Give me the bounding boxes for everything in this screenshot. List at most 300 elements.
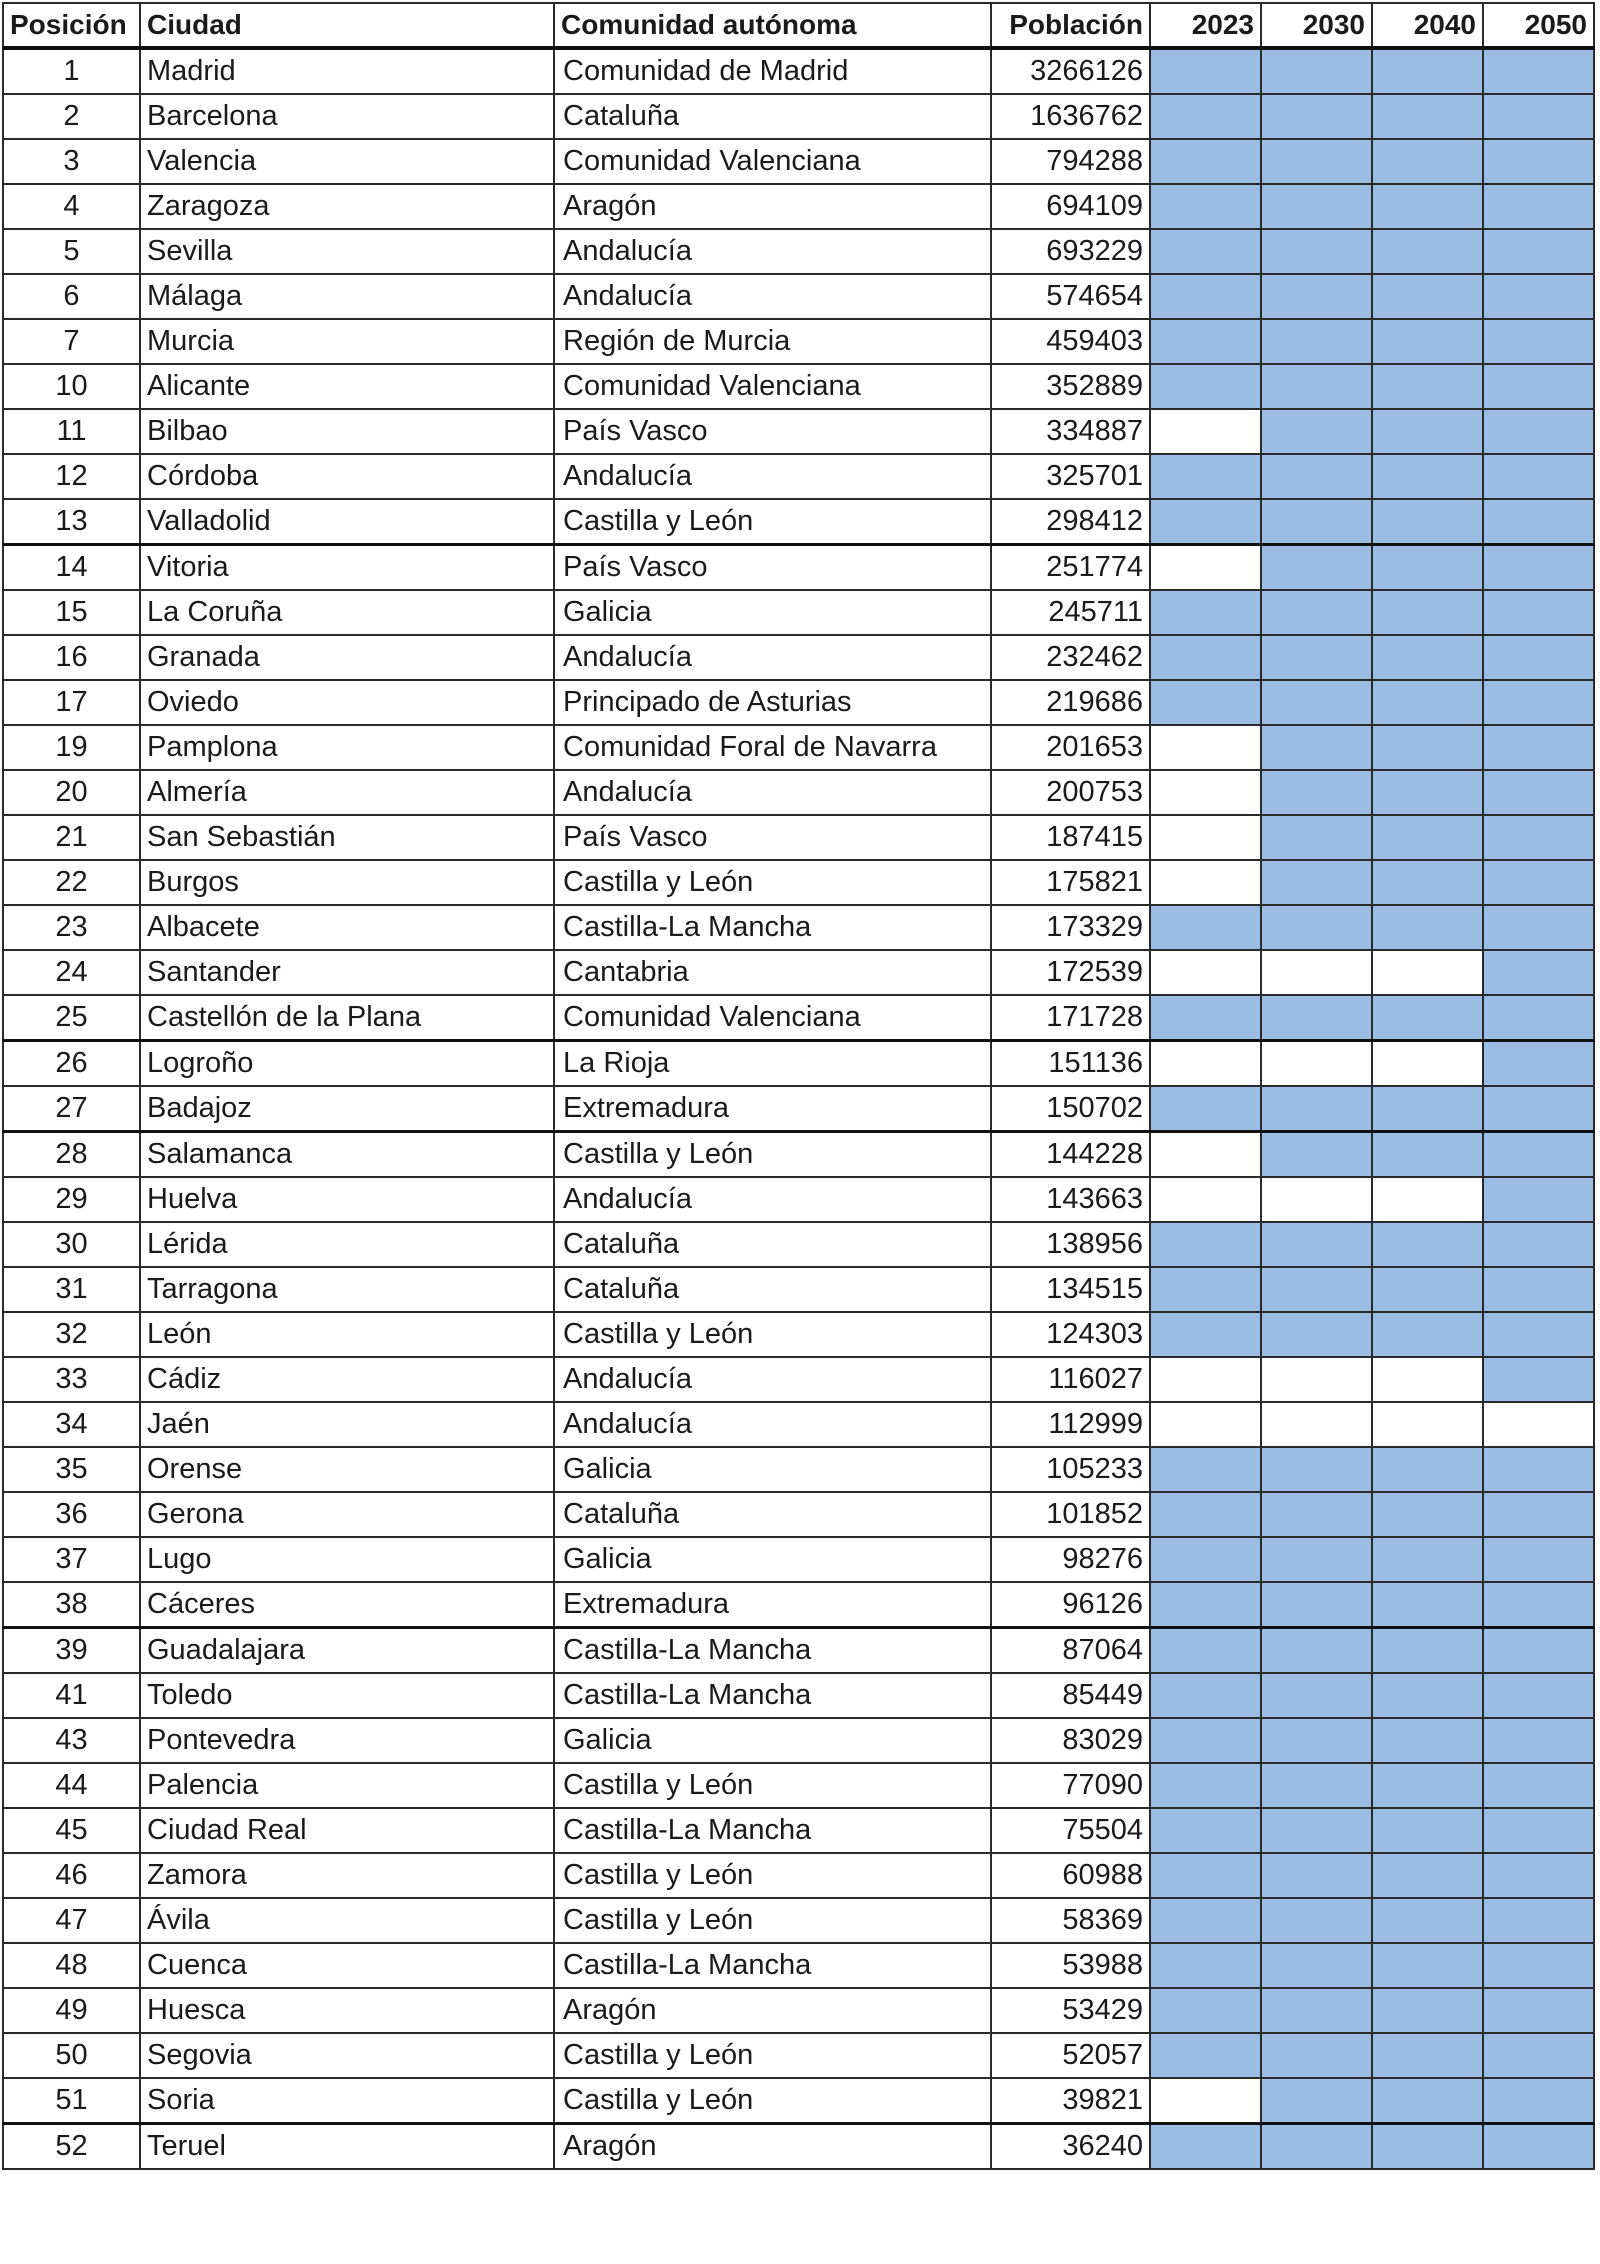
population-cell[interactable]: 325701 [991,454,1150,499]
population-cell[interactable]: 1636762 [991,94,1150,139]
region-cell[interactable]: Región de Murcia [554,319,991,364]
year-2050-cell[interactable] [1483,1988,1594,2033]
year-2030-cell[interactable] [1261,1492,1372,1537]
year-2050-cell[interactable] [1483,1808,1594,1853]
position-cell[interactable]: 34 [3,1402,140,1447]
region-cell[interactable]: Castilla y León [554,1898,991,1943]
year-2023-cell[interactable] [1150,1086,1261,1132]
position-cell[interactable]: 44 [3,1763,140,1808]
year-2050-cell[interactable] [1483,2078,1594,2124]
year-2040-cell[interactable] [1372,1988,1483,2033]
year-2030-cell[interactable] [1261,1447,1372,1492]
year-2040-cell[interactable] [1372,995,1483,1041]
position-cell[interactable]: 15 [3,590,140,635]
year-2023-cell[interactable] [1150,1537,1261,1582]
year-2040-cell[interactable] [1372,1943,1483,1988]
year-2030-cell[interactable] [1261,995,1372,1041]
region-cell[interactable]: Castilla-La Mancha [554,1943,991,1988]
region-cell[interactable]: Cataluña [554,1492,991,1537]
year-2030-cell[interactable] [1261,815,1372,860]
population-cell[interactable]: 200753 [991,770,1150,815]
position-cell[interactable]: 27 [3,1086,140,1132]
year-2023-cell[interactable] [1150,1988,1261,2033]
position-cell[interactable]: 6 [3,274,140,319]
population-cell[interactable]: 251774 [991,545,1150,591]
year-2023-cell[interactable] [1150,454,1261,499]
position-cell[interactable]: 48 [3,1943,140,1988]
year-2023-cell[interactable] [1150,1582,1261,1628]
year-2030-cell[interactable] [1261,409,1372,454]
year-2023-cell[interactable] [1150,680,1261,725]
population-cell[interactable]: 352889 [991,364,1150,409]
header-2040[interactable]: 2040 [1372,3,1483,48]
year-2040-cell[interactable] [1372,1402,1483,1447]
position-cell[interactable]: 13 [3,499,140,545]
position-cell[interactable]: 25 [3,995,140,1041]
year-2050-cell[interactable] [1483,48,1594,94]
year-2030-cell[interactable] [1261,499,1372,545]
year-2040-cell[interactable] [1372,1582,1483,1628]
year-2040-cell[interactable] [1372,1177,1483,1222]
year-2030-cell[interactable] [1261,364,1372,409]
year-2023-cell[interactable] [1150,860,1261,905]
population-cell[interactable]: 201653 [991,725,1150,770]
position-cell[interactable]: 45 [3,1808,140,1853]
region-cell[interactable]: Comunidad Valenciana [554,995,991,1041]
region-cell[interactable]: Castilla y León [554,1853,991,1898]
region-cell[interactable]: Galicia [554,1447,991,1492]
city-cell[interactable]: Cuenca [140,1943,554,1988]
year-2030-cell[interactable] [1261,1673,1372,1718]
year-2030-cell[interactable] [1261,139,1372,184]
year-2030-cell[interactable] [1261,184,1372,229]
year-2050-cell[interactable] [1483,1582,1594,1628]
city-cell[interactable]: Cáceres [140,1582,554,1628]
year-2023-cell[interactable] [1150,1041,1261,1087]
year-2050-cell[interactable] [1483,1222,1594,1267]
year-2040-cell[interactable] [1372,1357,1483,1402]
population-cell[interactable]: 101852 [991,1492,1150,1537]
population-cell[interactable]: 60988 [991,1853,1150,1898]
year-2023-cell[interactable] [1150,1943,1261,1988]
city-cell[interactable]: Badajoz [140,1086,554,1132]
population-cell[interactable]: 83029 [991,1718,1150,1763]
region-cell[interactable]: País Vasco [554,409,991,454]
year-2050-cell[interactable] [1483,905,1594,950]
city-cell[interactable]: Burgos [140,860,554,905]
year-2040-cell[interactable] [1372,1718,1483,1763]
position-cell[interactable]: 24 [3,950,140,995]
position-cell[interactable]: 19 [3,725,140,770]
year-2023-cell[interactable] [1150,2124,1261,2170]
year-2040-cell[interactable] [1372,1312,1483,1357]
year-2030-cell[interactable] [1261,1086,1372,1132]
year-2023-cell[interactable] [1150,635,1261,680]
region-cell[interactable]: Extremadura [554,1582,991,1628]
year-2030-cell[interactable] [1261,274,1372,319]
year-2050-cell[interactable] [1483,1492,1594,1537]
year-2030-cell[interactable] [1261,1537,1372,1582]
year-2023-cell[interactable] [1150,184,1261,229]
population-cell[interactable]: 150702 [991,1086,1150,1132]
region-cell[interactable]: Comunidad Valenciana [554,139,991,184]
position-cell[interactable]: 39 [3,1628,140,1674]
city-cell[interactable]: Santander [140,950,554,995]
region-cell[interactable]: Aragón [554,2124,991,2170]
position-cell[interactable]: 51 [3,2078,140,2124]
header-city[interactable]: Ciudad [140,3,554,48]
position-cell[interactable]: 43 [3,1718,140,1763]
header-2050[interactable]: 2050 [1483,3,1594,48]
year-2023-cell[interactable] [1150,94,1261,139]
year-2050-cell[interactable] [1483,184,1594,229]
region-cell[interactable]: Cantabria [554,950,991,995]
region-cell[interactable]: Castilla-La Mancha [554,1808,991,1853]
population-cell[interactable]: 3266126 [991,48,1150,94]
header-2023[interactable]: 2023 [1150,3,1261,48]
header-population[interactable]: Población [991,3,1150,48]
year-2050-cell[interactable] [1483,680,1594,725]
city-cell[interactable]: Gerona [140,1492,554,1537]
year-2030-cell[interactable] [1261,2078,1372,2124]
year-2040-cell[interactable] [1372,725,1483,770]
city-cell[interactable]: Barcelona [140,94,554,139]
city-cell[interactable]: Jaén [140,1402,554,1447]
region-cell[interactable]: Andalucía [554,274,991,319]
year-2050-cell[interactable] [1483,409,1594,454]
population-cell[interactable]: 173329 [991,905,1150,950]
year-2023-cell[interactable] [1150,1357,1261,1402]
year-2050-cell[interactable] [1483,499,1594,545]
population-cell[interactable]: 112999 [991,1402,1150,1447]
city-cell[interactable]: Guadalajara [140,1628,554,1674]
year-2023-cell[interactable] [1150,319,1261,364]
year-2040-cell[interactable] [1372,1808,1483,1853]
year-2030-cell[interactable] [1261,1177,1372,1222]
year-2023-cell[interactable] [1150,725,1261,770]
year-2040-cell[interactable] [1372,274,1483,319]
year-2040-cell[interactable] [1372,48,1483,94]
region-cell[interactable]: Castilla-La Mancha [554,905,991,950]
population-cell[interactable]: 58369 [991,1898,1150,1943]
year-2030-cell[interactable] [1261,725,1372,770]
population-cell[interactable]: 245711 [991,590,1150,635]
position-cell[interactable]: 32 [3,1312,140,1357]
year-2023-cell[interactable] [1150,1132,1261,1178]
position-cell[interactable]: 28 [3,1132,140,1178]
position-cell[interactable]: 46 [3,1853,140,1898]
population-cell[interactable]: 187415 [991,815,1150,860]
city-cell[interactable]: Castellón de la Plana [140,995,554,1041]
region-cell[interactable]: Castilla y León [554,1763,991,1808]
position-cell[interactable]: 26 [3,1041,140,1087]
region-cell[interactable]: Cataluña [554,1222,991,1267]
year-2023-cell[interactable] [1150,1718,1261,1763]
region-cell[interactable]: La Rioja [554,1041,991,1087]
year-2030-cell[interactable] [1261,1041,1372,1087]
city-cell[interactable]: Almería [140,770,554,815]
year-2023-cell[interactable] [1150,1222,1261,1267]
position-cell[interactable]: 16 [3,635,140,680]
year-2040-cell[interactable] [1372,139,1483,184]
population-cell[interactable]: 151136 [991,1041,1150,1087]
region-cell[interactable]: Andalucía [554,770,991,815]
city-cell[interactable]: Ciudad Real [140,1808,554,1853]
city-cell[interactable]: Bilbao [140,409,554,454]
year-2023-cell[interactable] [1150,1312,1261,1357]
population-cell[interactable]: 124303 [991,1312,1150,1357]
city-cell[interactable]: Orense [140,1447,554,1492]
year-2050-cell[interactable] [1483,2124,1594,2170]
city-cell[interactable]: Albacete [140,905,554,950]
region-cell[interactable]: Comunidad Valenciana [554,364,991,409]
region-cell[interactable]: Comunidad Foral de Navarra [554,725,991,770]
year-2023-cell[interactable] [1150,815,1261,860]
year-2030-cell[interactable] [1261,1763,1372,1808]
population-cell[interactable]: 794288 [991,139,1150,184]
year-2050-cell[interactable] [1483,770,1594,815]
region-cell[interactable]: Castilla-La Mancha [554,1628,991,1674]
population-cell[interactable]: 98276 [991,1537,1150,1582]
region-cell[interactable]: Castilla y León [554,499,991,545]
position-cell[interactable]: 49 [3,1988,140,2033]
year-2023-cell[interactable] [1150,1898,1261,1943]
year-2023-cell[interactable] [1150,229,1261,274]
year-2040-cell[interactable] [1372,1086,1483,1132]
population-cell[interactable]: 172539 [991,950,1150,995]
region-cell[interactable]: País Vasco [554,545,991,591]
year-2040-cell[interactable] [1372,1132,1483,1178]
population-cell[interactable]: 334887 [991,409,1150,454]
city-cell[interactable]: León [140,1312,554,1357]
city-cell[interactable]: Oviedo [140,680,554,725]
region-cell[interactable]: Castilla y León [554,1312,991,1357]
city-cell[interactable]: Ávila [140,1898,554,1943]
year-2030-cell[interactable] [1261,1357,1372,1402]
year-2040-cell[interactable] [1372,1447,1483,1492]
year-2023-cell[interactable] [1150,1763,1261,1808]
region-cell[interactable]: Cataluña [554,1267,991,1312]
year-2030-cell[interactable] [1261,545,1372,591]
population-cell[interactable]: 143663 [991,1177,1150,1222]
year-2023-cell[interactable] [1150,364,1261,409]
year-2040-cell[interactable] [1372,229,1483,274]
year-2040-cell[interactable] [1372,319,1483,364]
year-2030-cell[interactable] [1261,2033,1372,2078]
population-cell[interactable]: 87064 [991,1628,1150,1674]
year-2040-cell[interactable] [1372,499,1483,545]
year-2030-cell[interactable] [1261,1988,1372,2033]
position-cell[interactable]: 31 [3,1267,140,1312]
region-cell[interactable]: País Vasco [554,815,991,860]
year-2050-cell[interactable] [1483,1763,1594,1808]
year-2023-cell[interactable] [1150,1267,1261,1312]
year-2023-cell[interactable] [1150,590,1261,635]
region-cell[interactable]: Andalucía [554,1402,991,1447]
position-cell[interactable]: 5 [3,229,140,274]
year-2030-cell[interactable] [1261,319,1372,364]
year-2040-cell[interactable] [1372,860,1483,905]
position-cell[interactable]: 12 [3,454,140,499]
position-cell[interactable]: 20 [3,770,140,815]
year-2040-cell[interactable] [1372,1537,1483,1582]
city-cell[interactable]: Logroño [140,1041,554,1087]
year-2023-cell[interactable] [1150,2078,1261,2124]
region-cell[interactable]: Castilla y León [554,860,991,905]
population-cell[interactable]: 134515 [991,1267,1150,1312]
year-2050-cell[interactable] [1483,139,1594,184]
region-cell[interactable]: Aragón [554,1988,991,2033]
population-cell[interactable]: 52057 [991,2033,1150,2078]
position-cell[interactable]: 47 [3,1898,140,1943]
year-2040-cell[interactable] [1372,2033,1483,2078]
year-2023-cell[interactable] [1150,1808,1261,1853]
year-2023-cell[interactable] [1150,1492,1261,1537]
position-cell[interactable]: 50 [3,2033,140,2078]
population-cell[interactable]: 85449 [991,1673,1150,1718]
year-2030-cell[interactable] [1261,590,1372,635]
year-2050-cell[interactable] [1483,319,1594,364]
position-cell[interactable]: 37 [3,1537,140,1582]
year-2023-cell[interactable] [1150,1628,1261,1674]
region-cell[interactable]: Principado de Asturias [554,680,991,725]
region-cell[interactable]: Castilla y León [554,1132,991,1178]
position-cell[interactable]: 36 [3,1492,140,1537]
year-2050-cell[interactable] [1483,1177,1594,1222]
year-2030-cell[interactable] [1261,229,1372,274]
region-cell[interactable]: Aragón [554,184,991,229]
year-2040-cell[interactable] [1372,1492,1483,1537]
year-2050-cell[interactable] [1483,1357,1594,1402]
year-2030-cell[interactable] [1261,94,1372,139]
population-cell[interactable]: 693229 [991,229,1150,274]
year-2050-cell[interactable] [1483,2033,1594,2078]
city-cell[interactable]: Vitoria [140,545,554,591]
year-2023-cell[interactable] [1150,1853,1261,1898]
city-cell[interactable]: Zaragoza [140,184,554,229]
year-2040-cell[interactable] [1372,770,1483,815]
city-cell[interactable]: Palencia [140,1763,554,1808]
city-cell[interactable]: Lugo [140,1537,554,1582]
year-2023-cell[interactable] [1150,139,1261,184]
city-cell[interactable]: San Sebastián [140,815,554,860]
year-2050-cell[interactable] [1483,1628,1594,1674]
year-2050-cell[interactable] [1483,229,1594,274]
region-cell[interactable]: Galicia [554,1718,991,1763]
year-2040-cell[interactable] [1372,950,1483,995]
position-cell[interactable]: 33 [3,1357,140,1402]
region-cell[interactable]: Castilla y León [554,2078,991,2124]
year-2023-cell[interactable] [1150,995,1261,1041]
year-2050-cell[interactable] [1483,590,1594,635]
position-cell[interactable]: 3 [3,139,140,184]
population-cell[interactable]: 105233 [991,1447,1150,1492]
position-cell[interactable]: 2 [3,94,140,139]
year-2030-cell[interactable] [1261,1582,1372,1628]
year-2030-cell[interactable] [1261,1808,1372,1853]
year-2030-cell[interactable] [1261,1267,1372,1312]
position-cell[interactable]: 22 [3,860,140,905]
year-2050-cell[interactable] [1483,1312,1594,1357]
region-cell[interactable]: Castilla-La Mancha [554,1673,991,1718]
city-cell[interactable]: Murcia [140,319,554,364]
year-2023-cell[interactable] [1150,905,1261,950]
city-cell[interactable]: Huesca [140,1988,554,2033]
year-2023-cell[interactable] [1150,1177,1261,1222]
year-2040-cell[interactable] [1372,1898,1483,1943]
year-2040-cell[interactable] [1372,1673,1483,1718]
city-cell[interactable]: Valencia [140,139,554,184]
population-cell[interactable]: 39821 [991,2078,1150,2124]
population-cell[interactable]: 171728 [991,995,1150,1041]
year-2040-cell[interactable] [1372,1628,1483,1674]
year-2030-cell[interactable] [1261,680,1372,725]
year-2050-cell[interactable] [1483,1132,1594,1178]
year-2040-cell[interactable] [1372,184,1483,229]
year-2023-cell[interactable] [1150,48,1261,94]
position-cell[interactable]: 4 [3,184,140,229]
population-cell[interactable]: 75504 [991,1808,1150,1853]
year-2040-cell[interactable] [1372,1267,1483,1312]
year-2030-cell[interactable] [1261,905,1372,950]
year-2050-cell[interactable] [1483,274,1594,319]
position-cell[interactable]: 1 [3,48,140,94]
year-2040-cell[interactable] [1372,1763,1483,1808]
position-cell[interactable]: 17 [3,680,140,725]
year-2040-cell[interactable] [1372,2078,1483,2124]
region-cell[interactable]: Andalucía [554,1177,991,1222]
city-cell[interactable]: Segovia [140,2033,554,2078]
year-2040-cell[interactable] [1372,364,1483,409]
year-2050-cell[interactable] [1483,1267,1594,1312]
year-2030-cell[interactable] [1261,1402,1372,1447]
city-cell[interactable]: Soria [140,2078,554,2124]
year-2050-cell[interactable] [1483,545,1594,591]
city-cell[interactable]: Alicante [140,364,554,409]
population-cell[interactable]: 53429 [991,1988,1150,2033]
year-2050-cell[interactable] [1483,815,1594,860]
city-cell[interactable]: La Coruña [140,590,554,635]
region-cell[interactable]: Comunidad de Madrid [554,48,991,94]
year-2050-cell[interactable] [1483,995,1594,1041]
population-cell[interactable]: 53988 [991,1943,1150,1988]
year-2023-cell[interactable] [1150,950,1261,995]
population-cell[interactable]: 232462 [991,635,1150,680]
city-cell[interactable]: Tarragona [140,1267,554,1312]
population-cell[interactable]: 36240 [991,2124,1150,2170]
year-2040-cell[interactable] [1372,1853,1483,1898]
city-cell[interactable]: Toledo [140,1673,554,1718]
year-2050-cell[interactable] [1483,1041,1594,1087]
year-2030-cell[interactable] [1261,1943,1372,1988]
year-2023-cell[interactable] [1150,1673,1261,1718]
year-2030-cell[interactable] [1261,1853,1372,1898]
header-2030[interactable]: 2030 [1261,3,1372,48]
header-region[interactable]: Comunidad autónoma [554,3,991,48]
city-cell[interactable]: Zamora [140,1853,554,1898]
city-cell[interactable]: Valladolid [140,499,554,545]
year-2040-cell[interactable] [1372,815,1483,860]
year-2030-cell[interactable] [1261,770,1372,815]
year-2050-cell[interactable] [1483,454,1594,499]
year-2030-cell[interactable] [1261,454,1372,499]
year-2023-cell[interactable] [1150,1447,1261,1492]
year-2023-cell[interactable] [1150,2033,1261,2078]
population-cell[interactable]: 96126 [991,1582,1150,1628]
population-cell[interactable]: 144228 [991,1132,1150,1178]
region-cell[interactable]: Andalucía [554,454,991,499]
year-2023-cell[interactable] [1150,770,1261,815]
